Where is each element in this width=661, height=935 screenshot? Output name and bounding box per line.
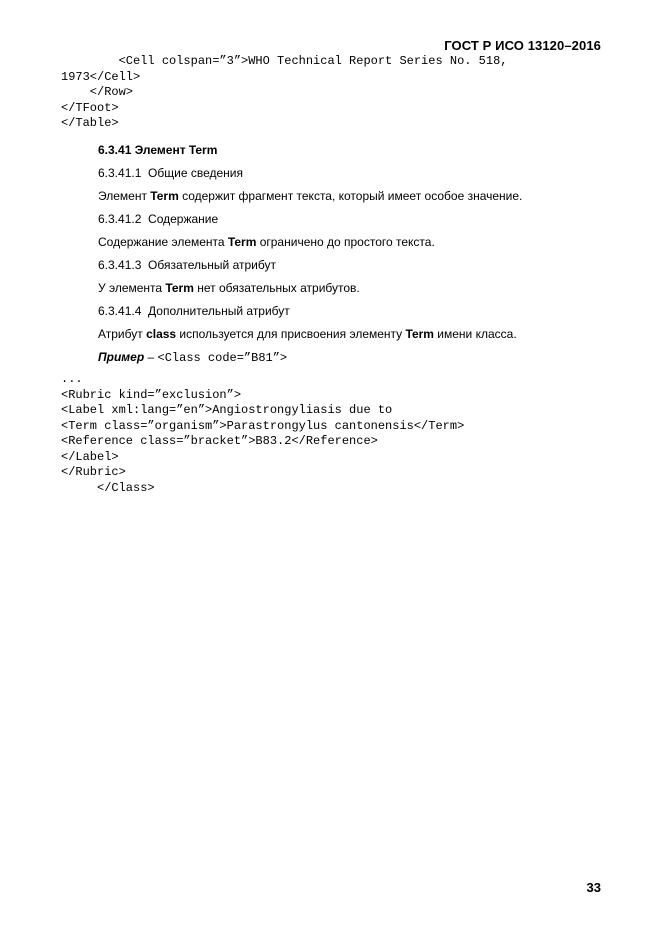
code-line: <Term class=”organism”>Parastrongylus cantonensis</Term> <box>61 418 465 433</box>
subsection-title: Обязательный атрибут <box>148 258 276 272</box>
subsection-title: Общие сведения <box>148 166 243 180</box>
section-title: 6.3.41 Элемент Term <box>98 143 218 157</box>
class-keyword: class <box>146 327 177 341</box>
term-keyword: Term <box>150 189 179 203</box>
example-line <box>98 350 287 365</box>
code-line: </Table> <box>61 116 119 130</box>
page-number: 33 <box>586 880 601 895</box>
code-line: <Rubric kind=”exclusion”> <box>61 387 242 402</box>
paragraph <box>98 327 517 341</box>
code-line: </TFoot> <box>61 100 119 115</box>
paragraph <box>98 189 522 203</box>
code-line: </Rubric> <box>61 465 126 479</box>
paragraph-text: используется для присвоения элементу <box>176 327 406 341</box>
paragraph-text: Содержание элемента <box>98 235 228 249</box>
subsection-title: Дополнительный атрибут <box>148 304 290 318</box>
subsection-heading <box>98 258 276 272</box>
term-keyword: Term <box>227 235 257 249</box>
subsection-number: 6.3.41.1 <box>98 166 142 180</box>
code-line: </Row> <box>61 85 134 99</box>
term-keyword: Term <box>405 327 434 341</box>
code-line: </Label> <box>61 449 119 464</box>
standard-header: ГОСТ Р ИСО 13120–2016 <box>444 38 601 53</box>
code-line: </Class> <box>61 480 155 495</box>
subsection-title: Содержание <box>148 212 219 226</box>
paragraph-text: Атрибут <box>98 327 147 341</box>
paragraph-text: нет обязательных атрибутов. <box>193 281 360 295</box>
paragraph-text: У элемента <box>98 281 166 295</box>
paragraph <box>98 281 360 295</box>
code-line: ... <box>61 372 83 386</box>
subsection-number: 6.3.41.3 <box>98 258 142 272</box>
subsection-heading <box>98 212 218 226</box>
paragraph-text: содержит фрагмент текста, который имеет особое значение. <box>178 189 523 203</box>
code-line: <Reference class=”bracket”>B83.2</Reference> <box>61 434 378 448</box>
code-block-top <box>61 54 507 132</box>
example-dash: – <box>144 350 158 364</box>
paragraph <box>98 235 435 249</box>
example-code: <Class code=”B81”> <box>157 351 288 365</box>
example-label: Пример <box>98 350 145 364</box>
code-line: 1973</Cell> <box>61 69 141 84</box>
code-block-bottom <box>61 372 464 496</box>
term-keyword: Term <box>165 281 194 295</box>
subsection-number: 6.3.41.2 <box>98 212 142 226</box>
subsection-heading <box>98 304 290 318</box>
paragraph-text: Элемент <box>98 189 151 203</box>
paragraph-text: ограничено до простого текста. <box>256 235 435 249</box>
code-line: <Cell colspan=”3”>WHO Technical Report Series No. 518, <box>61 54 508 68</box>
subsection-number: 6.3.41.4 <box>98 304 142 318</box>
paragraph-text: имени класса. <box>433 327 517 341</box>
code-line: <Label xml:lang=”en”>Angiostrongyliasis due to <box>61 403 393 417</box>
subsection-heading <box>98 166 243 180</box>
